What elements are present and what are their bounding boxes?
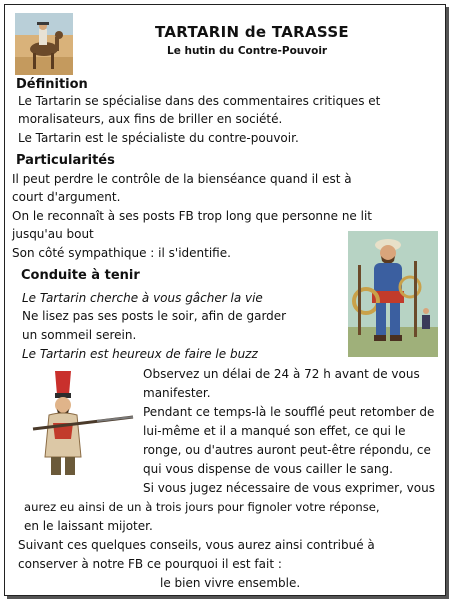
conduite-line: conserver à notre FB ce pourquoi il est fait : <box>18 557 282 571</box>
particularites-line: jusqu'au bout <box>12 227 94 241</box>
particularites-line: Son côté sympathique : il s'identifie. <box>12 246 231 260</box>
page-title: TARTARIN de TARASSE <box>155 23 349 41</box>
conduite-line: un sommeil serein. <box>22 328 137 342</box>
definition-line: moralisateurs, aux fins de briller en société. <box>18 112 283 126</box>
conduite-line: qui vous dispense de vous cailler le sang. <box>143 462 393 476</box>
heading-particularites: Particularités <box>16 153 115 168</box>
conduite-line: Si vous jugez nécessaire de vous exprimer, vous <box>143 481 435 495</box>
conduite-line: Ne lisez pas ses posts le soir, afin de garder <box>22 309 287 323</box>
conduite-line: Suivant ces quelques conseils, vous aurez ainsi contribué à <box>18 538 375 552</box>
conduite-line: Observez un délai de 24 à 72 h avant de vous <box>143 367 420 381</box>
conduite-line: Le Tartarin cherche à vous gâcher la vie <box>22 291 263 305</box>
heading-definition: Définition <box>16 77 88 92</box>
conduite-line: en le laissant mijoter. <box>24 519 153 533</box>
conduite-line: manifester. <box>143 386 211 400</box>
particularites-line: On le reconnaît à ses posts FB trop long que personne ne lit <box>12 209 372 223</box>
camel-rider-illustration <box>15 13 73 75</box>
conduite-line: Le Tartarin est heureux de faire le buzz <box>22 347 258 361</box>
definition-line: Le Tartarin est le spécialiste du contre-pouvoir. <box>18 131 299 145</box>
heading-conduite: Conduite à tenir <box>21 268 140 283</box>
conduite-line: le bien vivre ensemble. <box>160 576 301 590</box>
document-page <box>4 4 446 596</box>
conduite-line: aurez eu ainsi de un à trois jours pour fignoler votre réponse, <box>24 500 380 514</box>
page-subtitle: Le hutin du Contre-Pouvoir <box>167 45 328 57</box>
tartarin-explorer-illustration <box>348 231 438 357</box>
hunter-with-rifle-illustration <box>13 367 141 479</box>
conduite-line: Pendant ce temps-là le soufflé peut retomber de <box>143 405 435 419</box>
conduite-line: ronge, ou d'autres auront peut-être répondu, ce <box>143 443 431 457</box>
definition-line: Le Tartarin se spécialise dans des commentaires critiques et <box>18 94 381 108</box>
conduite-line: lui-même et il a manqué son effet, ce qui le <box>143 424 406 438</box>
particularites-line: court d'argument. <box>12 190 121 204</box>
particularites-line: Il peut perdre le contrôle de la bienséance quand il est à <box>12 172 352 186</box>
